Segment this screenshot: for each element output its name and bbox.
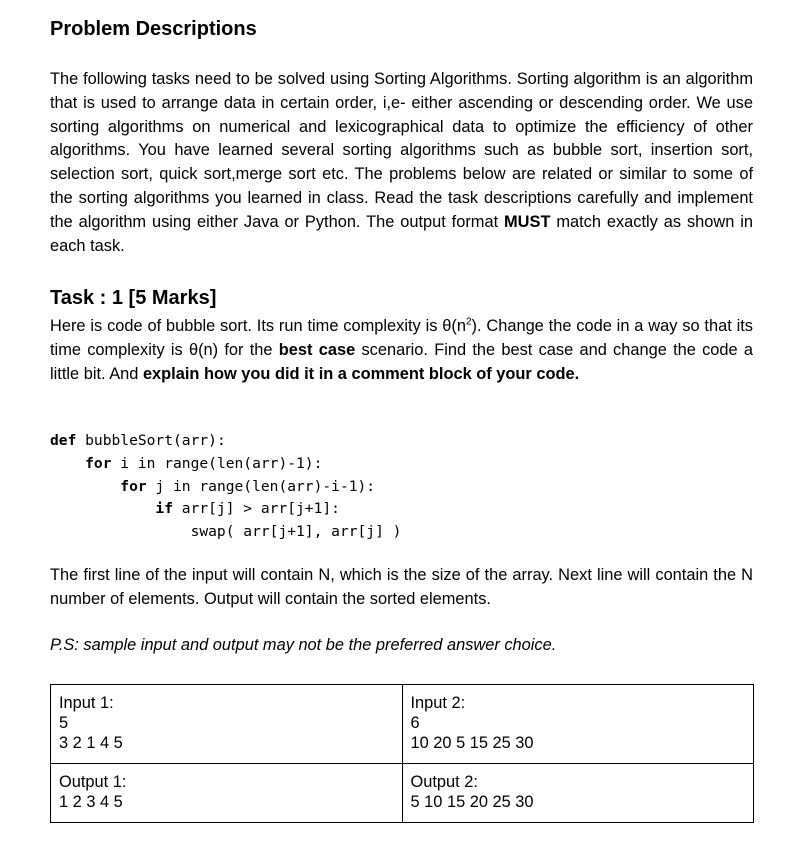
code-text: bubbleSort(arr): [76, 432, 226, 449]
io-description: The first line of the input will contain N, which is the size of the array. Next line will contain the N number of elements. Output will contain the sorted elements. [50, 566, 753, 608]
code-text: i in range(len(arr)-1): [111, 454, 323, 472]
code-line-1 [50, 430, 401, 453]
code-text: arr[j] > arr[j+1]: [173, 500, 340, 518]
input-2-label: Input 2: [410, 694, 466, 712]
intro-paragraph [50, 68, 753, 258]
code-keyword: def [50, 432, 77, 449]
task-desc-c: scenario. Find the best case and change the code a little bit. And [50, 340, 754, 383]
sample-io-table [50, 684, 754, 823]
input-2-n: 6 [410, 714, 420, 732]
output-1-array: 1 2 3 4 5 [59, 793, 123, 811]
code-line-2 [50, 453, 401, 476]
ps-note: P.S: sample input and output may not be the preferred answer choice. [50, 636, 557, 654]
task-heading: Task : 1 [5 Marks] [50, 287, 217, 309]
task-desc-bold-best-case: best case [278, 340, 356, 359]
task-desc-a: Here is code of bubble sort. Its run time complexity is θ(n [50, 317, 466, 335]
code-line-3 [50, 476, 401, 499]
input-1-array: 3 2 1 4 5 [59, 734, 123, 752]
code-line-5: swap( arr[j+1], arr[j] ) [50, 523, 402, 541]
table-row [51, 764, 754, 823]
page-title: Problem Descriptions [50, 18, 257, 40]
input-2-array: 10 20 5 15 25 30 [410, 734, 534, 752]
table-row [51, 685, 754, 764]
output-2-cell [402, 764, 754, 823]
code-keyword: if [50, 500, 174, 518]
task-desc-sup: 2 [465, 316, 472, 328]
intro-text: The following tasks need to be solved using Sorting Algorithms. Sorting algorithm is an algorithm that is used to arrange data in certain order, i,e- either ascending or descending order. We use sorting algorithms on numerical and lexicographical data to optimize the efficiency of other algorithms. You have learned several sorting algorithms such as bubble sort, insertion sort, selection sort, quick sort,merge sort etc. The problems below are related or similar to some of the sorting algorithms you learned in class. Read the task descriptions carefully and implement the algorithm using either Java or Python. The output format [50, 70, 753, 231]
input-1-n: 5 [59, 714, 69, 732]
code-keyword: for [50, 477, 147, 495]
output-2-label: Output 2: [410, 773, 478, 791]
task-desc-bold-explain: explain how you did it in a comment block of your code. [142, 364, 580, 383]
output-2-array: 5 10 15 20 25 30 [410, 793, 534, 811]
intro-bold-must: MUST [504, 212, 551, 231]
output-1-label: Output 1: [59, 773, 127, 791]
output-1-cell [51, 764, 403, 823]
input-2-cell [402, 685, 754, 764]
intro-tail: match exactly as shown in each task. [50, 212, 753, 255]
code-text: j in range(len(arr)-i-1): [146, 477, 376, 495]
input-1-label: Input 1: [59, 694, 114, 712]
code-line-4 [50, 498, 401, 521]
input-1-cell [51, 685, 403, 764]
task-description [50, 315, 753, 386]
code-keyword: for [50, 454, 112, 472]
task-desc-b: ). Change the code in a way so that its time complexity is θ(n) for the [50, 317, 753, 359]
code-block [50, 430, 401, 544]
